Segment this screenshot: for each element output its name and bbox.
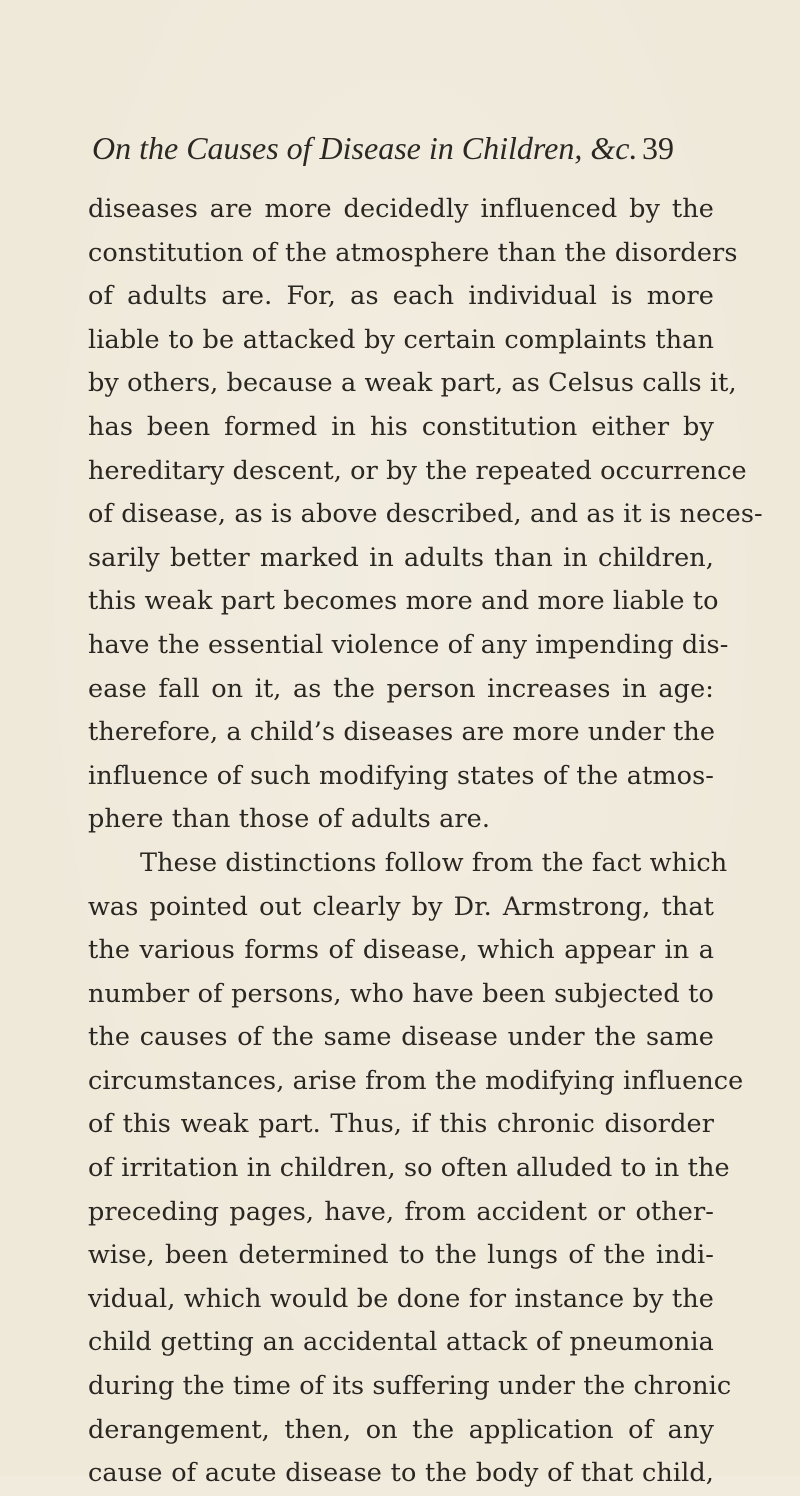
text-line: have the essential violence of any impending dis- — [88, 629, 729, 660]
text-line: derangement, then, on the application of any — [88, 1414, 714, 1445]
text-line: of irritation in children, so often alluded to in the — [88, 1153, 730, 1184]
page-number: 39 — [642, 130, 674, 166]
body-text — [88, 188, 763, 1496]
text-line: vidual, which would be done for instance by the — [88, 1283, 714, 1314]
text-line: cause of acute disease to the body of that child, — [88, 1458, 714, 1489]
text-line: therefore, a child’s diseases are more under the — [88, 717, 716, 748]
text-line: of this weak part. Thus, if this chronic disorder — [88, 1109, 714, 1140]
text-line: hereditary descent, or by the repeated occurrence — [88, 455, 747, 486]
text-line: by others, because a weak part, as Celsus calls it, — [88, 368, 737, 399]
text-line: preceding pages, have, from accident or other- — [88, 1196, 714, 1227]
running-head — [0, 128, 800, 178]
text-line: number of persons, who have been subjected to — [88, 978, 714, 1009]
paragraph-end-line: phere than those of adults are. — [88, 804, 491, 835]
text-line: influence of such modifying states of the atmos- — [88, 760, 714, 791]
text-line: liable to be attacked by certain complaints than — [88, 324, 714, 355]
text-line: was pointed out clearly by Dr. Armstrong, that — [88, 891, 714, 922]
paragraph-start-line: These distinctions follow from the fact which — [140, 847, 728, 878]
text-line: wise, been determined to the lungs of the indi- — [88, 1240, 714, 1271]
text-line: ease fall on it, as the person increases in age: — [88, 673, 714, 704]
text-line: diseases are more decidedly influenced by the — [88, 194, 714, 224]
text-line: of disease, as is above described, and as it is neces- — [88, 499, 763, 530]
text-line: has been formed in his constitution either by — [88, 411, 714, 442]
text-line: of adults are. For, as each individual is more — [88, 281, 714, 312]
text-line: circumstances, arise from the modifying influence — [88, 1065, 744, 1096]
text-line: constitution of the atmosphere than the disorders — [88, 237, 738, 268]
text-line: sarily better marked in adults than in children, — [88, 542, 714, 573]
running-title: On the Causes of Disease in Children, &c. — [92, 130, 638, 166]
text-line: child getting an accidental attack of pneumonia — [88, 1327, 714, 1358]
text-line: this weak part becomes more and more liable to — [88, 586, 719, 617]
text-line: the various forms of disease, which appear in a — [88, 935, 714, 966]
text-line: the causes of the same disease under the same — [88, 1022, 714, 1053]
text-line: during the time of its suffering under the chronic — [88, 1371, 732, 1402]
